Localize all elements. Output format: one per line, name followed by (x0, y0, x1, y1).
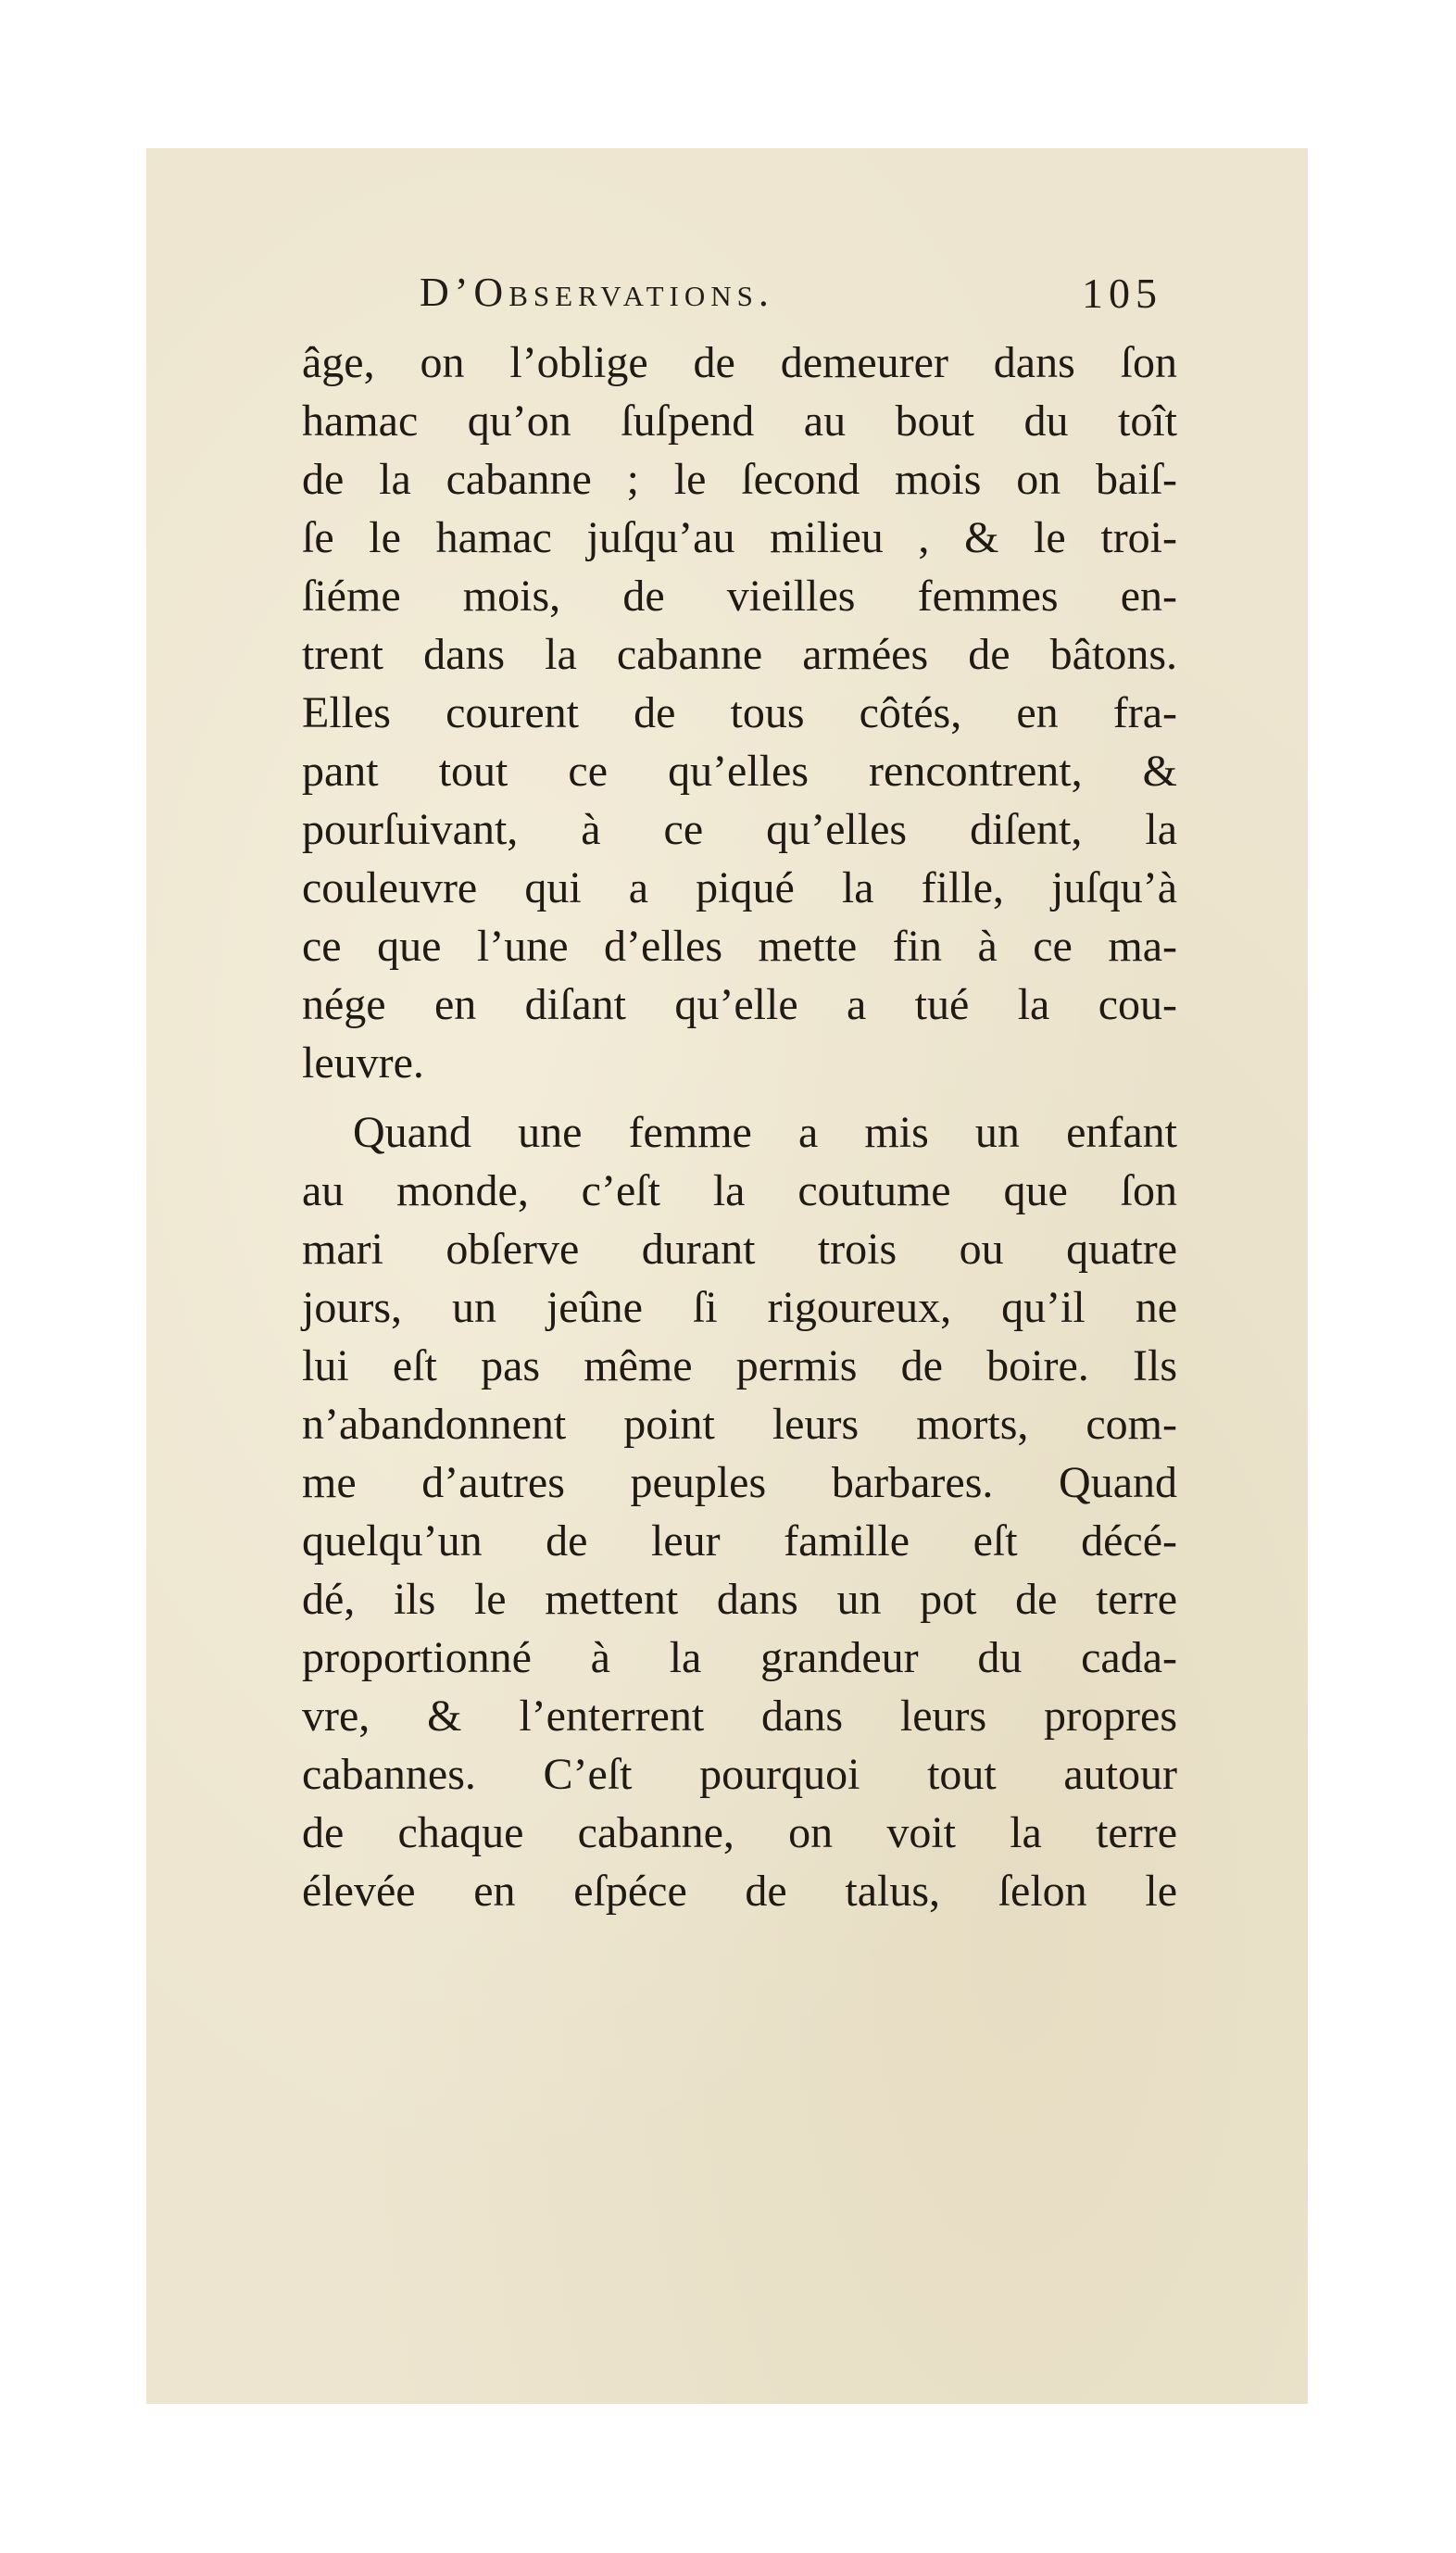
text-line: me d’autres peuples barbares. Quand (302, 1458, 1177, 1507)
text-line: pourſuivant, à ce qu’elles diſent, la (302, 805, 1177, 854)
text-line: trent dans la cabanne armées de bâtons. (302, 630, 1177, 679)
text-line: hamac qu’on ſuſpend au bout du toît (302, 396, 1177, 446)
text-line: n’abandonnent point leurs morts, com- (302, 1400, 1177, 1449)
text-line: cabannes. C’eſt pourquoi tout autour (302, 1750, 1177, 1799)
text-line: couleuvre qui a piqué la fille, juſqu’à (302, 863, 1177, 912)
text-line: pant tout ce qu’elles rencontrent, & (302, 747, 1177, 796)
body-text (302, 333, 1177, 1920)
running-head: D’Observations. (420, 270, 774, 315)
book-page (146, 148, 1308, 2404)
text-line: lui eſt pas même permis de boire. Ils (302, 1341, 1177, 1390)
page-header (146, 269, 1308, 324)
text-line: mari obſerve durant trois ou quatre (302, 1225, 1177, 1274)
text-line: de chaque cabanne, on voit la terre (302, 1808, 1177, 1857)
text-line: au monde, c’eſt la coutume que ſon (302, 1166, 1177, 1215)
paragraph-1 (302, 333, 1177, 1092)
text-line: ce que l’une d’elles mette fin à ce ma- (302, 922, 1177, 971)
text-line: jours, un jeûne ſi rigoureux, qu’il ne (302, 1283, 1177, 1332)
page-number: 105 (1082, 270, 1162, 317)
text-line: vre, & l’enterrent dans leurs propres (302, 1692, 1177, 1741)
text-line: Elles courent de tous côtés, en fra- (302, 688, 1177, 737)
text-line: proportionné à la grandeur du cada- (302, 1633, 1177, 1682)
text-line: Quand une femme a mis un enfant (353, 1108, 1177, 1157)
text-line: ſe le hamac juſqu’au milieu , & le troi- (302, 513, 1177, 562)
text-line: nége en diſant qu’elle a tué la cou- (302, 980, 1177, 1029)
text-line: quelqu’un de leur famille eſt décé- (302, 1516, 1177, 1566)
text-line: élevée en eſpéce de talus, ſelon le (302, 1867, 1177, 1916)
text-line: de la cabanne ; le ſecond mois on baiſ- (302, 455, 1177, 504)
text-line: dé, ils le mettent dans un pot de terre (302, 1575, 1177, 1624)
text-line: ſiéme mois, de vieilles femmes en- (302, 572, 1177, 621)
text-line: âge, on l’oblige de demeurer dans ſon (302, 338, 1177, 387)
text-line: leuvre. (302, 1038, 424, 1088)
paragraph-2 (302, 1103, 1177, 1920)
